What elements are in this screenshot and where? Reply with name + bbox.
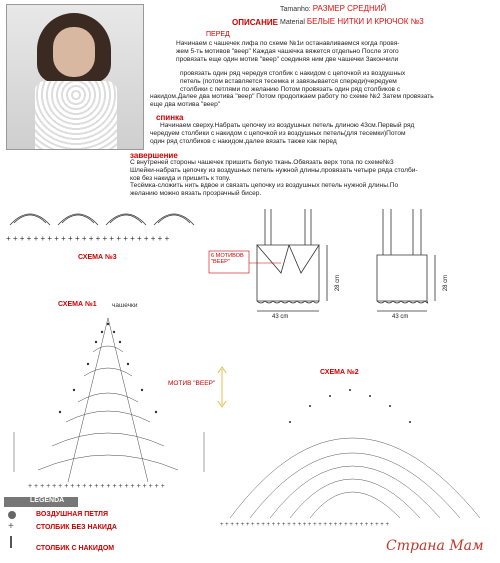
legend-item-sc: СТОЛБИК БЕЗ НАКИДА	[36, 524, 117, 531]
svg-text:+ + + + + + + + + + + + + + +: + + + + + + + + + + + + + + + + + + + + + + + +	[6, 234, 170, 243]
front-text-2: провязать один ряд чередуя столбик с накидом с цепочкой из воздушных петель (потом вставляется тесемка и завязывается спереди)чередуем столбики с петлями по желанию Потом провязать один ряд столбиков с накидом.Далее два мотива "веер" Потом продолжаем работу по схеме №2 Затем провязать еще два мотива "веер"	[150, 70, 434, 109]
scheme2-diagram	[210, 378, 500, 528]
legend-item-dc: СТОЛБИК С НАКИДОМ	[36, 545, 115, 552]
front-text: Начинаем с чашечек лифа по схеме №1и останавливаемся когда провя- жем 5-ть мотивов "веер" Каждая чашечка вяжется отдельно После этого провязать еще один мотив "веер" соединяя ним две чашечки Закончили	[176, 40, 400, 63]
scheme3-label: СХЕМА №3	[78, 254, 117, 261]
size-line	[280, 4, 386, 13]
size-value: РАЗМЕР СРЕДНИЙ	[312, 4, 387, 13]
scheme1-label: СХЕМА №1	[58, 301, 97, 308]
legend-item-chain: ВОЗДУШНАЯ ПЕТЛЯ	[36, 511, 109, 518]
svg-text:+ + + + + + + + + + + + + + +: + + + + + + + + + + + + + + + + + + + + + + + + + + + + + + + + +	[220, 522, 389, 528]
dim-height-back: 28 cm	[443, 274, 450, 292]
watermark: Страна Мам	[386, 538, 484, 554]
dim-height-front: 28 cm	[335, 274, 342, 292]
cups-label: чашечки	[112, 302, 138, 309]
scheme2-label: СХЕМА №2	[320, 369, 359, 376]
material-value: БЕЛЫЕ НИТКИ И КРЮЧОК №3	[306, 17, 424, 26]
legend-title: LEGENDA	[4, 497, 78, 507]
finish-heading: завершение	[130, 151, 178, 160]
size-label: Tamanho:	[280, 6, 311, 13]
garment-outlines	[205, 205, 450, 325]
back-heading: спинка	[156, 113, 184, 122]
back-text: Начинаем сверху.Набрать цепочку из воздушных петель длиною 43см.Первый ряд чередуем столбики с накидом с цепочкой из воздушных петель(для тесемки)Потом один ряд столбиков с накидом.далее вязать также как перед	[150, 122, 415, 145]
material-line	[280, 17, 424, 26]
dim-width-front: 43 cm	[272, 314, 289, 320]
model-photo	[6, 4, 144, 150]
sc-icon: +	[8, 521, 14, 532]
page-title: ОПИСАНИЕ	[232, 18, 278, 27]
dim-width-back: 43 cm	[392, 314, 409, 320]
scheme3-diagram	[0, 205, 195, 245]
front-heading: ПЕРЕД	[206, 31, 230, 38]
chain-icon	[8, 511, 16, 519]
finish-text: С внутреней стороны чашечек пришить белую ткань.Обвязать верх топа по схеме№3 Шлейки-набрать цепочку из воздушных петель нужной длины,провязать четыре ряда столби- ков без накида и пришить к топу. Тесёмка-сложить нить вдвое и связать цепочку из воздушных петель нужной длины.По желанию можно вязать прозрачный бисер.	[130, 159, 418, 198]
material-label: Material	[280, 19, 305, 26]
front-note: 6 МОТИВОВ "ВЕЕР"	[211, 253, 244, 265]
motif-label: МОТИВ "ВЕЕР"	[168, 380, 216, 387]
dc-icon	[10, 536, 12, 548]
svg-text:+ + + + + + + + + + + + + + +: + + + + + + + + + + + + + + + + + + + + + + +	[28, 483, 165, 490]
